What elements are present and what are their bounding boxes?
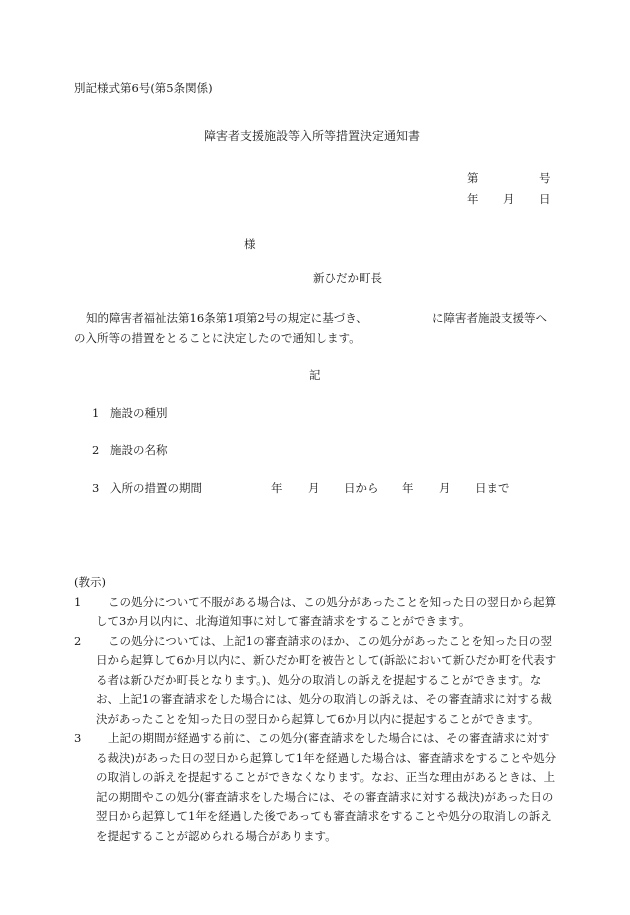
date-month: 月 [503,192,515,206]
body-line2: の入所等の措置をとることに決定したので通知します。 [74,331,361,345]
instruction-item [74,632,560,730]
doc-number-suffix: 号 [539,171,551,185]
item-number: 1 [92,406,100,420]
period-from-day: 日から [344,481,379,495]
item-label: 施設の名称 [110,443,168,457]
period-to-month: 月 [439,481,451,495]
item-facility-type [92,405,168,421]
instructions-section [74,573,560,846]
item-label: 入所の措置の期間 [110,481,202,495]
item-number: 3 [92,481,100,495]
item-number: 2 [92,443,100,457]
addressee-suffix: 様 [244,237,256,251]
period-to-year: 年 [402,481,414,495]
body-line1-part1: 知的障害者福祉法第16条第1項第2号の規定に基づき、 [86,311,368,325]
date-year: 年 [467,192,479,206]
item-admission-period [92,480,522,496]
date-day: 日 [539,192,551,206]
instruction-text: この処分について不服がある場合は、この処分があったことを知った日の翌日から起算して3か月以内に、北海道知事に対して審査請求をすることができます。 [96,594,557,628]
period-to-day: 日まで [475,481,510,495]
period-from-month: 月 [308,481,320,495]
form-label: 別記様式第6号(第5条関係) [74,81,213,95]
sender-name: 新ひだか町長 [313,271,382,285]
instruction-text: 上記の期間が経過する前に、この処分(審査請求をした場合には、その審査請求に対する裁決)があった日の翌日から起算して1年を経過した場合は、審査請求をすることや処分の取消しの訴えを提起することができなくなります。なお、正当な理由があるときは、上記の期間やこの処分(審査請求をした場合には、その審査請求に対する裁決)があった日の翌日から起算して1年を経過した後であっても審査請求をすることや処分の取消しの訴えを提起することが認められる場合があります。 [96,731,557,843]
instruction-item [74,729,560,846]
instruction-item [74,593,560,632]
period-from-year: 年 [271,481,283,495]
ki-heading: 記 [309,368,321,382]
instruction-number: 3 [74,731,82,745]
instructions-heading: (教示) [74,575,106,589]
item-label: 施設の種別 [110,406,168,420]
instruction-number: 1 [74,594,82,609]
instruction-number: 2 [74,633,82,648]
instruction-text: この処分については、上記1の審査請求のほか、この処分があったことを知った日の翌日から起算して6か月以内に、新ひだか町を被告として(訴訟において新ひだか町を代表する者は新ひだか町長となります。)、処分の取消しの訴えを提起することができます。なお、上記1の審査請求をした場合には、処分の取消しの訴えは、その審査請求に対する裁決があったことを知った日の翌日から起算して6か月以内に提起することができます。 [96,633,557,726]
document-title: 障害者支援施設等入所等措置決定通知書 [204,129,421,143]
item-facility-name [92,442,168,458]
doc-number-prefix: 第 [467,171,479,185]
body-line1-part2: に障害者施設支援等へ [432,311,547,325]
